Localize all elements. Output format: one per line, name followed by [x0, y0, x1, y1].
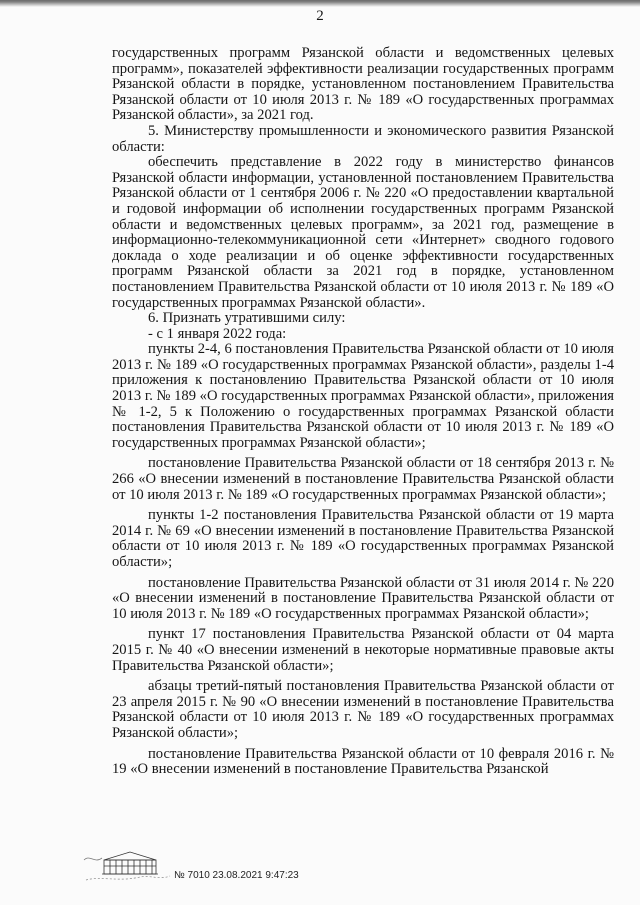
paragraph-repeal-90: абзацы третий-пятый постановления Правительства Рязанской области от 23 апреля 2015 г. № 90 «О внесении изменений в постановление Правительства Рязанской области от 10 июля 2013 г. № 189 «О государственных программах Рязанской области»; [112, 678, 614, 741]
paragraph-item-6: 6. Признать утратившими силу: [148, 310, 346, 327]
paragraph-from-date: - с 1 января 2022 года: [148, 325, 287, 342]
paragraph-item-5: 5. Министерству промышленности и экономического развития Рязанской области: [112, 122, 614, 155]
paragraph-continued: государственных программ Рязанской области и ведомственных целевых программ», показателей эффективности реализации государственных программ Рязанской области в порядке, установленном постановлением Правительства Рязанской области от 10 июля 2013 г. № 189 «О государственных программах Рязанской области», за 2021 год. [112, 45, 614, 124]
paragraph-repeal-189: пункты 2-4, 6 постановления Правительства Рязанской области от 10 июля 2013 г. № 189 «О государственных программах Рязанской области», разделы 1-4 приложения к постановлению Правительства Рязанской области от 10 июля 2013 г. № 189 «О государственных программах Рязанской области», приложения № 1-2, 5 к Положению о государственных программах Рязанской области постановления Правительства Рязанской области от 10 июля 2013 г. № 189 «О государственных программах Рязанской области»; [112, 341, 614, 451]
paragraph-repeal-220: постановление Правительства Рязанской области от 31 июля 2014 г. № 220 «О внесении изменений в постановление Правительства Рязанской области от 10 июля 2013 г. № 189 «О государственных программах Рязанской области»; [112, 574, 614, 622]
registration-footer [80, 846, 340, 886]
paragraph-provide-info: обеспечить представление в 2022 году в министерство финансов Рязанской области информации, установленной постановлением Правительства Рязанской области от 1 сентября 2006 г. № 220 «О предоставлении квартальной и годовой информации об исполнении государственных программ Рязанской области и ведомственных целевых программ», за 2021 год, размещение в информационно-телекоммуникационной сети «Интернет» сводного годового доклада о ходе реализации и об оценке эффективности государственных программ Рязанской области за 2021 год в порядке, установленном постановлением Правительства Рязанской области от 10 июля 2013 г. № 189 «О государственных программах Рязанской области». [112, 154, 614, 311]
building-seal-icon [80, 846, 172, 886]
registration-stamp: № 7010 23.08.2021 9:47:23 [174, 870, 299, 881]
paragraph-repeal-69: пункты 1-2 постановления Правительства Рязанской области от 19 марта 2014 г. № 69 «О внесении изменений в постановление Правительства Рязанской области от 10 июля 2013 г. № 189 «О государственных программах Рязанской области»; [112, 507, 614, 570]
paragraph-repeal-19: постановление Правительства Рязанской области от 10 февраля 2016 г. № 19 «О внесении изменений в постановление Правительства Рязанской [112, 745, 614, 778]
paragraph-repeal-40: пункт 17 постановления Правительства Рязанской области от 04 марта 2015 г. № 40 «О внесении изменений в некоторые нормативные правовые акты Правительства Рязанской области»; [112, 626, 614, 674]
page-number: 2 [316, 8, 324, 24]
paragraph-repeal-266: постановление Правительства Рязанской области от 18 сентября 2013 г. № 266 «О внесении изменений в постановление Правительства Рязанской области от 10 июля 2013 г. № 189 «О государственных программах Рязанской области»; [112, 455, 614, 503]
document-body [112, 46, 614, 778]
scan-edge [0, 0, 640, 7]
